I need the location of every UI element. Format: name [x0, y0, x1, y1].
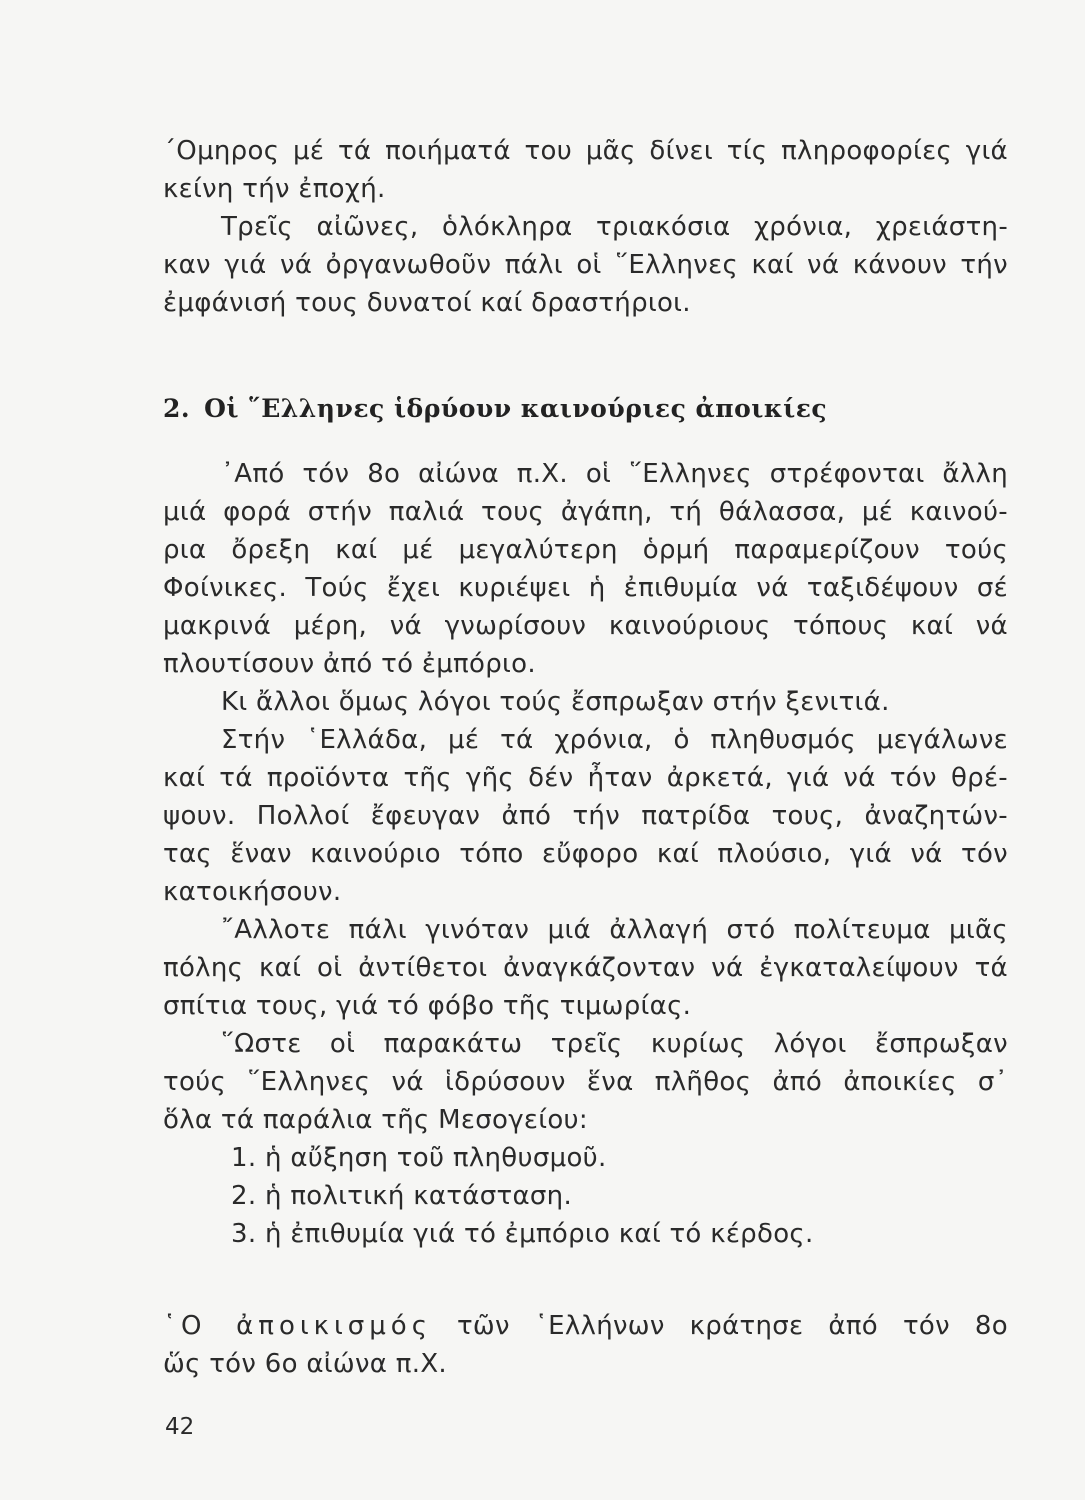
text-line: ᾿Από τόν 8ο αἰώνα π.Χ. οἱ ῞Ελληνες στρέφονται ἄλλη — [221, 459, 1008, 489]
text-line: πόλης καί οἱ ἀντίθετοι ἀναγκάζονταν νά ἐγκαταλείψουν τά — [163, 953, 1008, 983]
text-line: τας ἕναν καινούριο τόπο εὔφορο καί πλούσιο, γιά νά τόν — [163, 839, 1008, 869]
list-item: 1. ἡ αὔξηση τοῦ πληθυσμοῦ. — [231, 1143, 607, 1173]
body-paragraphs — [163, 455, 1008, 1139]
text-line: ΄Ομηρος μέ τά ποιήματά του μᾶς δίνει τίς πληροφορίες γιά — [163, 136, 1008, 166]
text-line: Στήν ῾Ελλάδα, μέ τά χρόνια, ὁ πληθυσμός μεγάλωνε — [221, 725, 1008, 755]
text-line: καν γιά νά ὀργανωθοῦν πάλι οἱ ῞Ελληνες καί νά κάνουν τήν — [163, 250, 1008, 280]
emphasized-phrase: ῾Ο ἀποικισμός — [163, 1311, 432, 1341]
text-line: μιά φορά στήν παλιά τους ἀγάπη, τή θάλασσα, μέ καινού- — [163, 497, 1008, 527]
section-heading — [163, 394, 827, 423]
text-line: ὅλα τά παράλια τῆς Μεσογείου: — [163, 1105, 588, 1135]
closing-line-rest: τῶν ῾Ελλήνων κράτησε ἀπό τόν 8ο — [456, 1311, 1008, 1341]
text-line: ἐμφάνισή τους δυνατοί καί δραστήριοι. — [163, 288, 691, 318]
list-item: 3. ἡ ἐπιθυμία γιά τό ἐμπόριο καί τό κέρδος. — [231, 1219, 814, 1249]
text-line: Κι ἄλλοι ὅμως λόγοι τούς ἔσπρωξαν στήν ξενιτιά. — [221, 687, 890, 717]
section-title: Οἱ ῞Ελληνες ἱδρύουν καινούριες ἀποικίες — [204, 394, 828, 423]
text-line — [163, 1307, 1008, 1345]
text-line: σπίτια τους, γιά τό φόβο τῆς τιμωρίας. — [163, 991, 692, 1021]
closing-paragraph — [163, 1307, 1008, 1383]
intro-paragraphs — [163, 132, 1008, 322]
text-line: κατοικήσουν. — [163, 877, 342, 907]
text-line: ῎Αλλοτε πάλι γινόταν μιά ἀλλαγή στό πολίτευμα μιᾶς — [221, 915, 1008, 945]
text-line: ὥς τόν 6ο αἰώνα π.Χ. — [163, 1349, 447, 1379]
text-line: μακρινά μέρη, νά γνωρίσουν καινούριους τόπους καί νά — [163, 611, 1008, 641]
text-line: ρια ὄρεξη καί μέ μεγαλύτερη ὁρμή παραμερίζουν τούς — [163, 535, 1008, 565]
text-line: ῞Ωστε οἱ παρακάτω τρεῖς κυρίως λόγοι ἔσπρωξαν — [221, 1029, 1008, 1059]
page-number: 42 — [165, 1414, 195, 1440]
text-line: κείνη τήν ἐποχή. — [163, 174, 386, 204]
text-line: Τρεῖς αἰῶνες, ὁλόκληρα τριακόσια χρόνια, χρειάστη- — [221, 212, 1008, 242]
text-line: τούς ῞Ελληνες νά ἱδρύσουν ἕνα πλῆθος ἀπό ἀποικίες σ᾿ — [163, 1067, 1008, 1097]
text-line: καί τά προϊόντα τῆς γῆς δέν ἦταν ἀρκετά, γιά νά τόν θρέ- — [163, 763, 1008, 793]
list-item: 2. ἡ πολιτική κατάσταση. — [231, 1181, 573, 1211]
text-line: Φοίνικες. Τούς ἔχει κυριέψει ἡ ἐπιθυμία νά ταξιδέψουν σέ — [163, 573, 1008, 603]
reasons-list — [163, 1139, 1008, 1253]
text-line: ψουν. Πολλοί ἔφευγαν ἀπό τήν πατρίδα τους, ἀναζητών- — [163, 801, 1008, 831]
text-line: πλουτίσουν ἀπό τό ἐμπόριο. — [163, 649, 536, 679]
section-number: 2. — [163, 394, 191, 423]
